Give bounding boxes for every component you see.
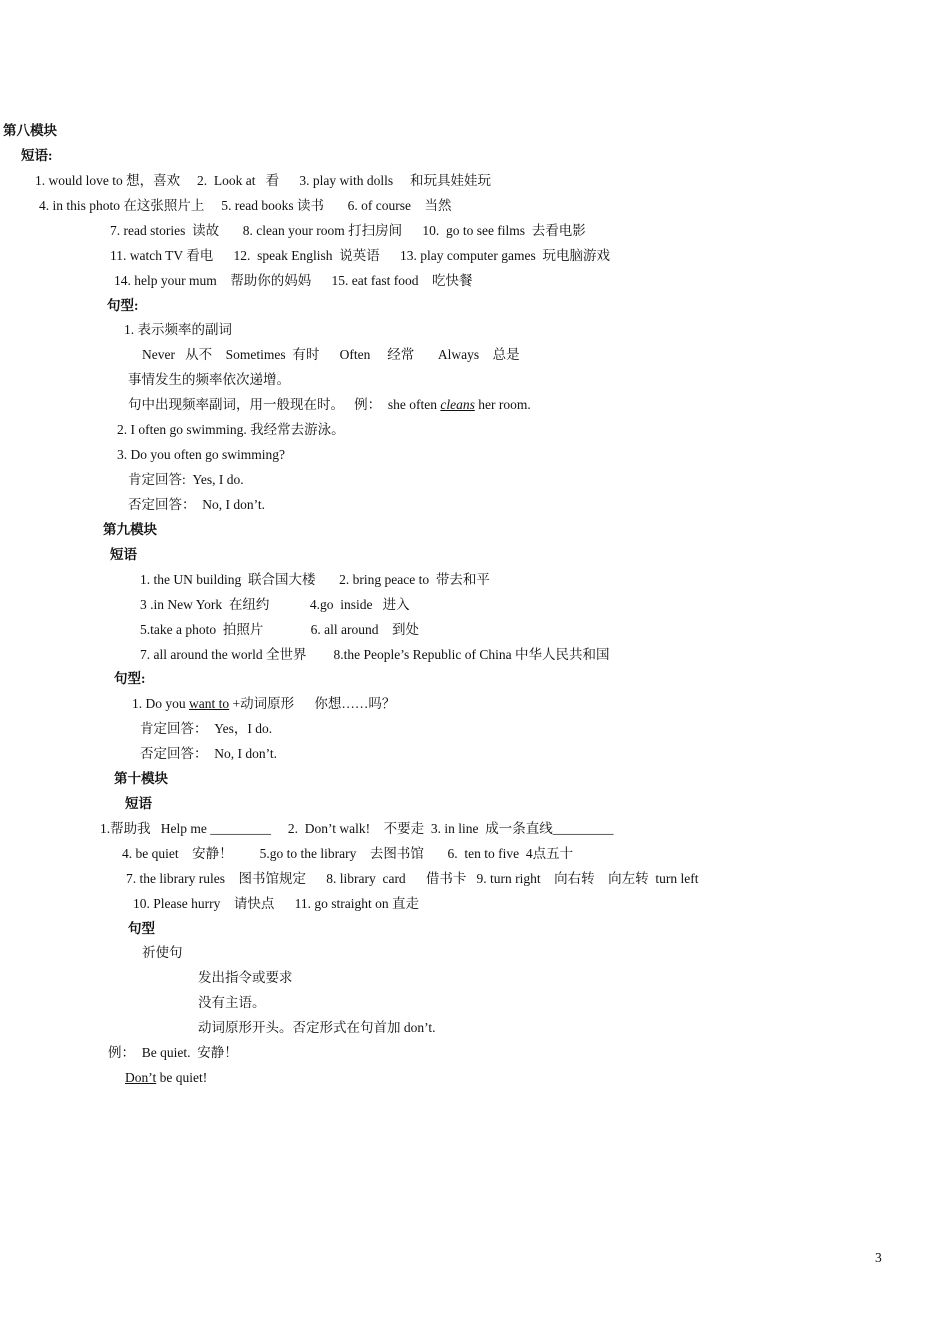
module10-phrase-line: 4. be quiet 安静！ 5.go to the library 去图书馆 6. ten to five 4点五十: [122, 846, 574, 861]
module8-phrase-line: 1. would love to 想，喜欢 2. Look at 看 3. play with dolls 和玩具娃娃玩: [35, 173, 491, 188]
module8-negative-answer: 否定回答： No, I don’t.: [128, 497, 265, 512]
usage-text: 句中出现频率副词，用一般现在时。 例： she often: [128, 397, 441, 412]
module9-title: 第九模块: [103, 522, 157, 537]
module8-sentence-1: 1. 表示频率的副词: [124, 322, 232, 337]
imperative-heading: 祈使句: [142, 945, 183, 960]
usage-verb: cleans: [440, 397, 475, 412]
module8-phrase-line: 14. help your mum 帮助你的妈妈 15. eat fast food 吃快餐: [114, 273, 473, 288]
frequency-usage-note: [128, 396, 531, 414]
module8-phrases-heading: 短语:: [21, 148, 53, 163]
imperative-example: 例： Be quiet. 安静！: [108, 1045, 238, 1060]
module9-phrase-line: 1. the UN building 联合国大楼 2. bring peace to 带去和平: [140, 572, 490, 587]
module8-affirmative-answer: 肯定回答: Yes, I do.: [128, 472, 244, 487]
module8-phrase-line: 11. watch TV 看电 12. speak English 说英语 13. play computer games 玩电脑游戏: [110, 248, 610, 263]
module10-phrase-line: 1.帮助我 Help me _________ 2. Don’t walk! 不要走 3. in line 成一条直线_________: [100, 821, 614, 836]
module9-sentences-heading: 句型:: [114, 671, 146, 686]
module9-phrase-line: 7. all around the world 全世界 8.the People’s Republic of China 中华人民共和国: [140, 647, 610, 662]
page-number: 3: [875, 1250, 882, 1265]
module9-affirmative-answer: 肯定回答： Yes，I do.: [140, 721, 273, 736]
module8-sentences-heading: 句型:: [107, 298, 139, 313]
module8-phrase-line: 7. read stories 读故 8. clean your room 打扫房间 10. go to see films 去看电影: [110, 223, 586, 238]
module8-phrase-line: 4. in this photo 在这张照片上 5. read books 读书 6. of course 当然: [39, 198, 452, 213]
module8-title: 第八模块: [3, 123, 57, 138]
module9-phrase-line: 3 .in New York 在纽约 4.go inside 进入: [140, 597, 410, 612]
negative-example-text: be quiet!: [156, 1070, 208, 1085]
imperative-negative-example: [125, 1069, 207, 1087]
module10-title: 第十模块: [114, 771, 168, 786]
usage-text-end: her room.: [474, 397, 531, 412]
module10-phrase-line: 7. the library rules 图书馆规定 8. library card 借书卡 9. turn right 向右转 向左转 turn left: [126, 871, 699, 886]
module10-phrase-line: 10. Please hurry 请快点 11. go straight on 直走: [133, 896, 419, 911]
imperative-note: 发出指令或要求: [198, 970, 293, 985]
module9-phrases-heading: 短语: [110, 547, 137, 562]
sentence-text: 1. Do you: [132, 696, 189, 711]
module10-phrases-heading: 短语: [125, 796, 152, 811]
imperative-note: 动词原形开头。否定形式在句首加 don’t.: [198, 1020, 436, 1035]
module8-sentence-3: 3. Do you often go swimming?: [117, 447, 285, 462]
module10-sentences-heading: 句型: [128, 921, 155, 936]
module9-negative-answer: 否定回答： No, I don’t.: [140, 746, 277, 761]
dont-underlined: Don’t: [125, 1070, 157, 1085]
module9-phrase-line: 5.take a photo 拍照片 6. all around 到处: [140, 622, 419, 637]
want-to-underlined: want to: [189, 696, 230, 711]
module8-sentence-2: 2. I often go swimming. 我经常去游泳。: [117, 422, 345, 437]
sentence-text-end: +动词原形 你想……吗？: [229, 696, 396, 711]
frequency-order-note: 事情发生的频率依次递增。: [128, 372, 290, 387]
module9-sentence-1: [132, 695, 395, 713]
imperative-note: 没有主语。: [198, 995, 266, 1010]
frequency-adverbs: Never 从不 Sometimes 有时 Often 经常 Always 总是: [142, 347, 520, 362]
